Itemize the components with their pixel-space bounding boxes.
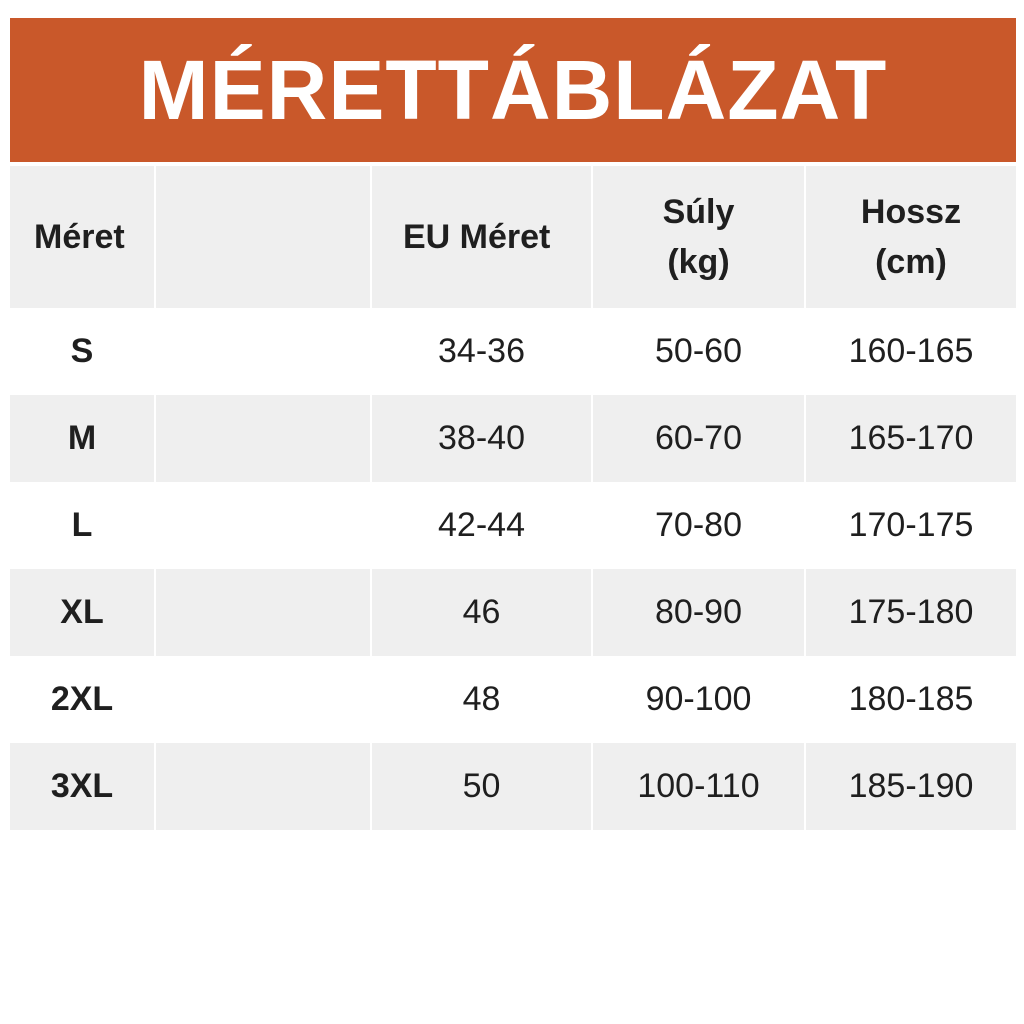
row-weight-cell: 100-110 (593, 743, 804, 830)
row-spacer-cell (156, 482, 370, 569)
header-length-label: Hossz (860, 193, 962, 231)
header-length (806, 166, 1016, 308)
row-size-cell: L (10, 482, 154, 569)
header-length-unit: (cm) (875, 243, 947, 281)
header-size (10, 166, 154, 308)
row-spacer-cell (156, 743, 370, 830)
row-size-cell: XL (10, 569, 154, 656)
row-eu-cell: 50 (372, 743, 591, 830)
row-weight-cell: 50-60 (593, 308, 804, 395)
header-weight-label: Súly (662, 193, 735, 231)
row-length-cell: 175-180 (806, 569, 1016, 656)
header-eu-size (372, 166, 591, 308)
row-eu-cell: 42-44 (372, 482, 591, 569)
row-length-cell: 170-175 (806, 482, 1016, 569)
row-weight-cell: 90-100 (593, 656, 804, 743)
row-size-cell: 2XL (10, 656, 154, 743)
header-size-label: Méret (34, 218, 125, 256)
row-eu-cell: 48 (372, 656, 591, 743)
header-spacer (156, 166, 370, 308)
size-table (10, 166, 1016, 830)
row-size-cell: 3XL (10, 743, 154, 830)
row-length-cell: 180-185 (806, 656, 1016, 743)
row-size-cell: M (10, 395, 154, 482)
row-eu-cell: 46 (372, 569, 591, 656)
row-weight-cell: 80-90 (593, 569, 804, 656)
row-spacer-cell (156, 569, 370, 656)
row-spacer-cell (156, 395, 370, 482)
row-size-cell: S (10, 308, 154, 395)
header-weight (593, 166, 804, 308)
row-weight-cell: 70-80 (593, 482, 804, 569)
title-banner (10, 18, 1016, 162)
header-weight-unit: (kg) (667, 243, 730, 281)
row-eu-cell: 34-36 (372, 308, 591, 395)
page-title: MÉRETTÁBLÁZAT (138, 42, 888, 137)
header-eu-label: EU Méret (403, 218, 551, 256)
row-spacer-cell (156, 308, 370, 395)
row-spacer-cell (156, 656, 370, 743)
row-length-cell: 185-190 (806, 743, 1016, 830)
row-length-cell: 160-165 (806, 308, 1016, 395)
row-eu-cell: 38-40 (372, 395, 591, 482)
row-length-cell: 165-170 (806, 395, 1016, 482)
row-weight-cell: 60-70 (593, 395, 804, 482)
